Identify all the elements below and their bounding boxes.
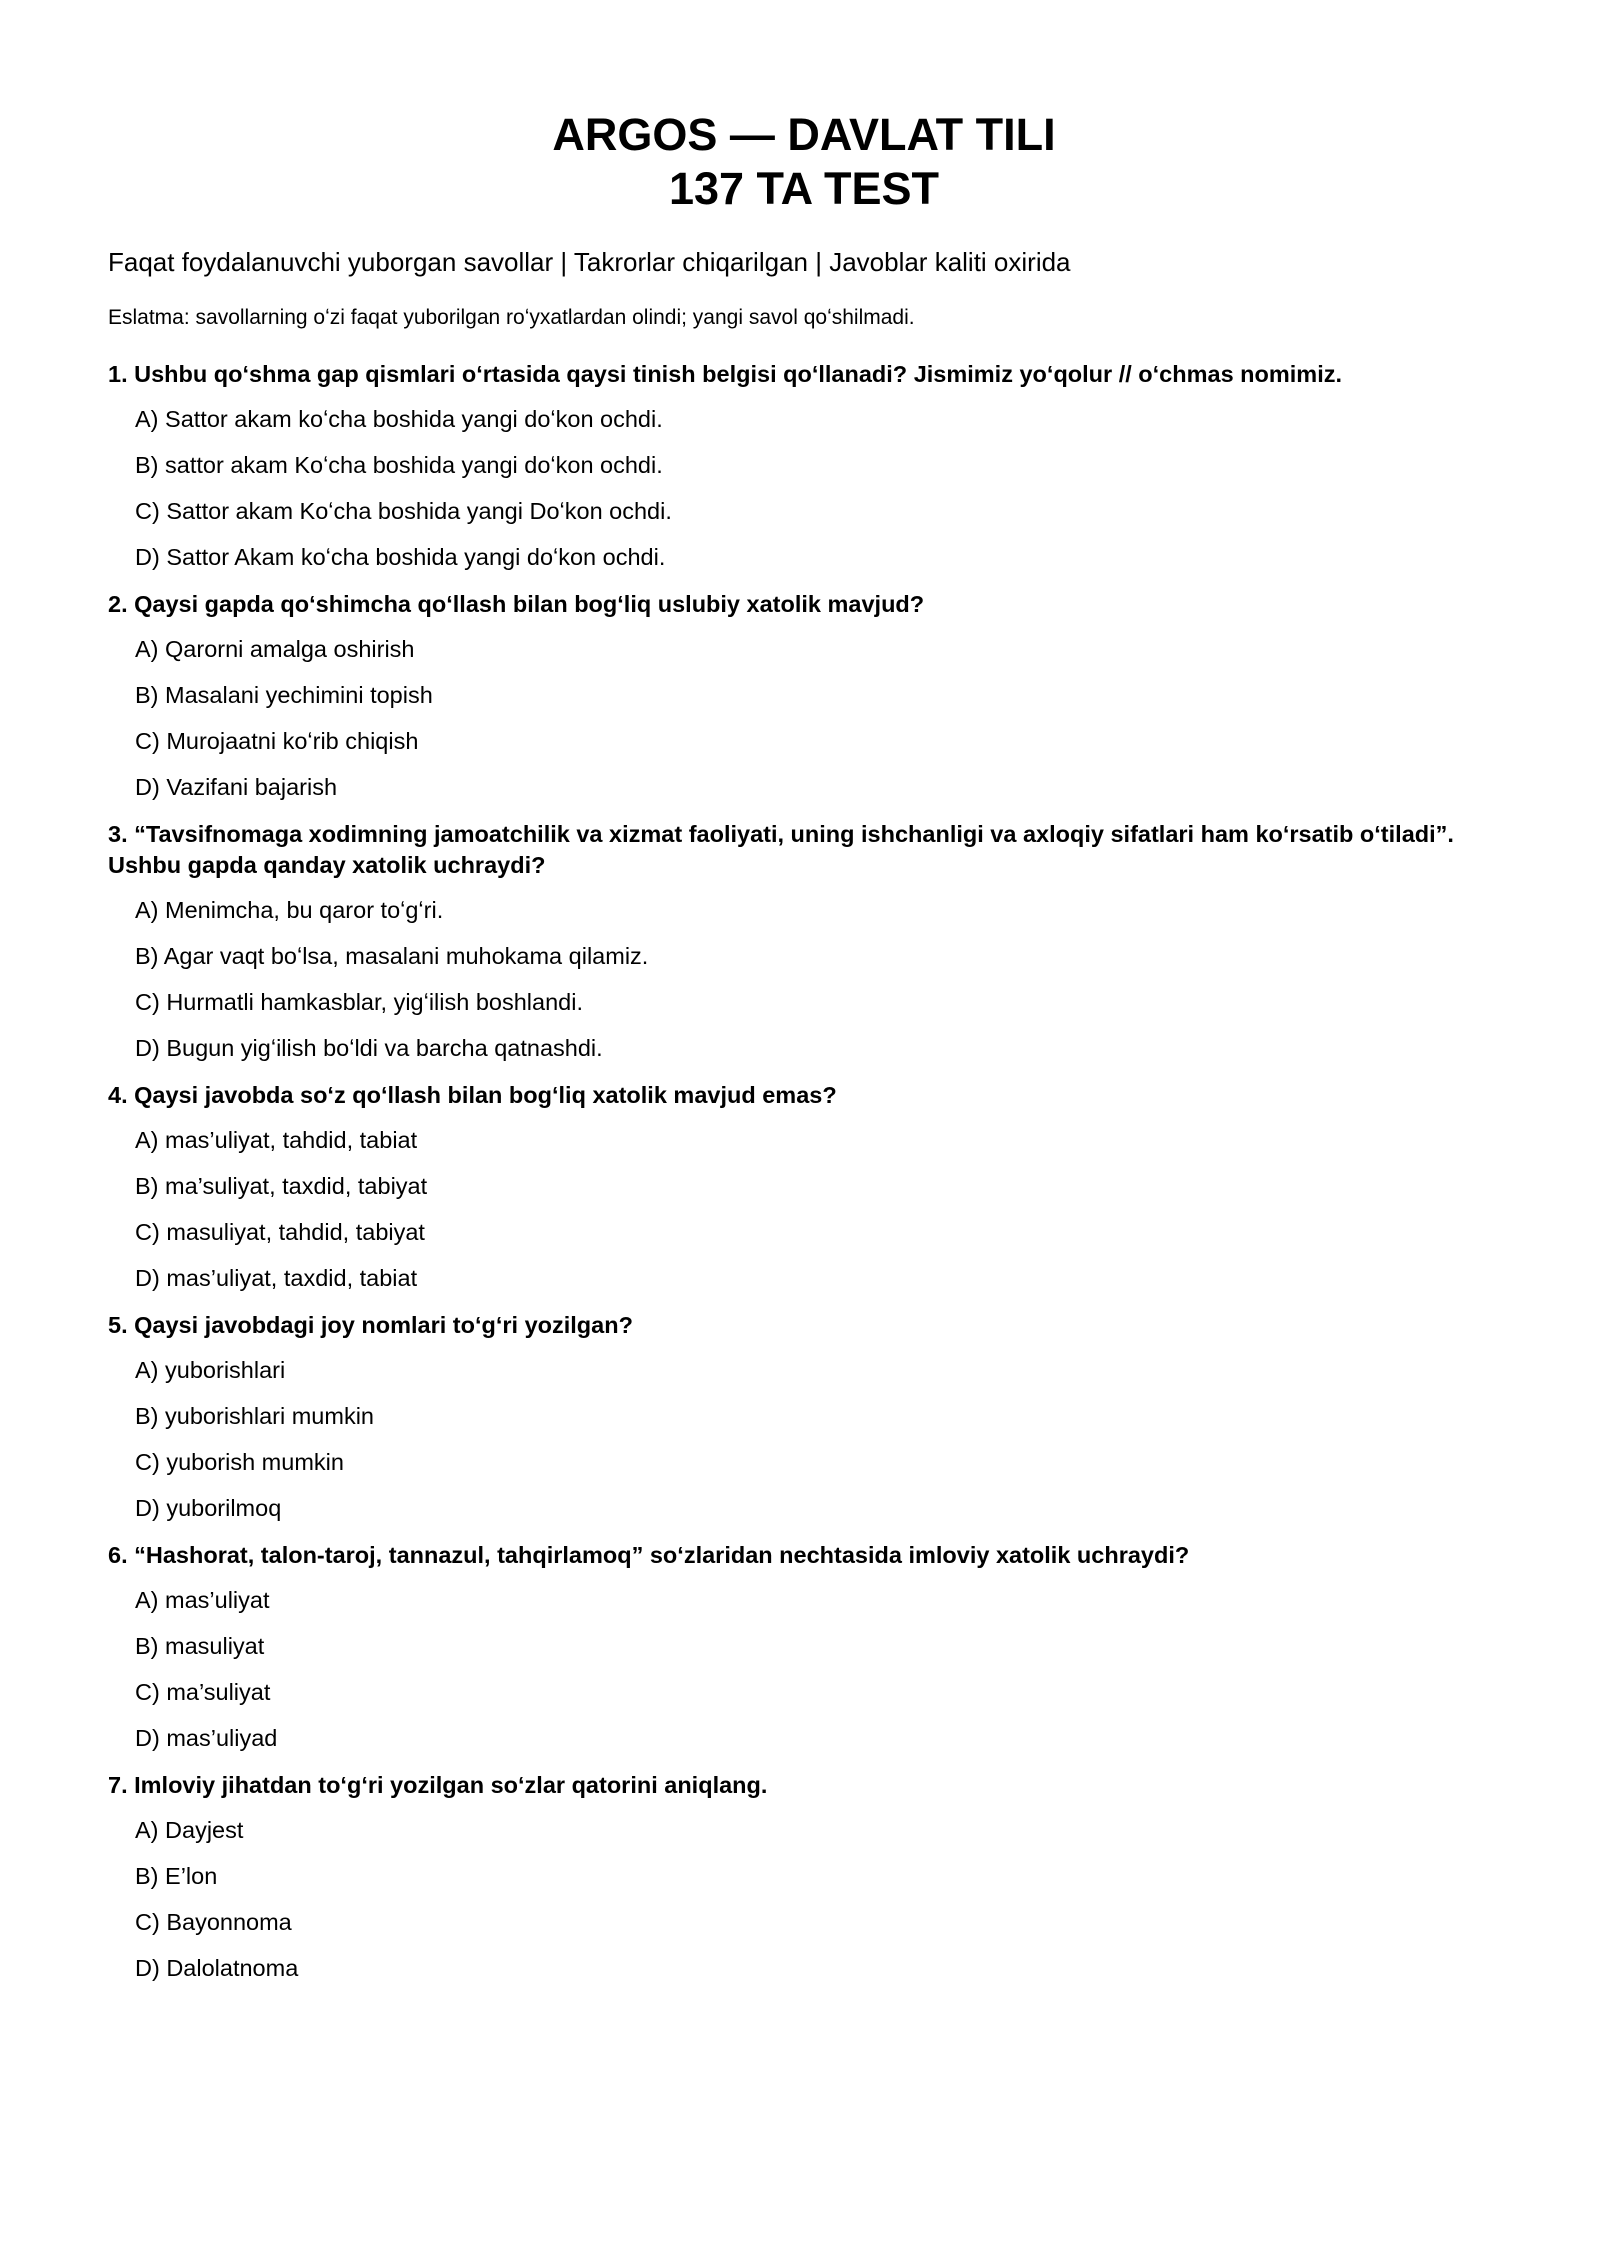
option-list — [108, 1126, 1500, 1292]
question-5 — [108, 1310, 1500, 1522]
document-note: Eslatma: savollarning oʻzi faqat yuborilgan roʻyxatlardan olindi; yangi savol qoʻshilmadi. — [108, 306, 915, 329]
option-a: A) Qarorni amalga oshirish — [135, 636, 415, 662]
question-text: 5. Qaysi javobdagi joy nomlari toʻgʻri yozilgan? — [108, 1312, 633, 1338]
option-list — [108, 1586, 1500, 1752]
option-b: B) Masalani yechimini topish — [135, 682, 433, 708]
option-a: A) mas’uliyat, tahdid, tabiat — [135, 1127, 418, 1153]
option-c: C) Hurmatli hamkasblar, yigʻilish boshlandi. — [135, 989, 583, 1015]
option-d: D) Dalolatnoma — [135, 1955, 299, 1981]
option-d: D) yuborilmoq — [135, 1495, 282, 1521]
option-d: D) mas’uliyat, taxdid, tabiat — [135, 1265, 418, 1291]
question-text: 2. Qaysi gapda qoʻshimcha qoʻllash bilan bogʻliq uslubiy xatolik mavjud? — [108, 591, 925, 617]
option-c: C) ma’suliyat — [135, 1679, 271, 1705]
option-c: C) yuborish mumkin — [135, 1449, 344, 1475]
question-4 — [108, 1080, 1500, 1292]
option-list — [108, 1816, 1500, 1982]
option-a: A) Dayjest — [135, 1817, 244, 1843]
document-subtitle: Faqat foydalanuvchi yuborgan savollar | Takrorlar chiqarilgan | Javoblar kaliti oxirida — [108, 247, 1071, 277]
question-6 — [108, 1540, 1500, 1752]
question-2 — [108, 589, 1500, 801]
option-c: C) Murojaatni koʻrib chiqish — [135, 728, 419, 754]
option-list — [108, 635, 1500, 801]
question-text: 6. “Hashorat, talon-taroj, tannazul, tahqirlamoq” soʻzlaridan nechtasida imloviy xatolik uchraydi? — [108, 1542, 1190, 1568]
option-d: D) Bugun yigʻilish boʻldi va barcha qatnashdi. — [135, 1035, 603, 1061]
option-d: D) Sattor Akam koʻcha boshida yangi doʻkon ochdi. — [135, 544, 666, 570]
title-line-1: ARGOS — DAVLAT TILI — [552, 109, 1056, 160]
question-7 — [108, 1770, 1500, 1982]
question-text: 4. Qaysi javobda soʻz qoʻllash bilan bogʻliq xatolik mavjud emas? — [108, 1082, 837, 1108]
option-a: A) mas’uliyat — [135, 1587, 270, 1613]
option-a: A) yuborishlari — [135, 1357, 286, 1383]
option-b: B) yuborishlari mumkin — [135, 1403, 374, 1429]
question-text: 1. Ushbu qoʻshma gap qismlari oʻrtasida qaysi tinish belgisi qoʻllanadi? Jismimiz yoʻqolur // oʻchmas nomimiz. — [108, 361, 1343, 387]
option-list — [108, 1356, 1500, 1522]
option-c: C) masuliyat, tahdid, tabiyat — [135, 1219, 425, 1245]
question-text: 7. Imloviy jihatdan toʻgʻri yozilgan soʻzlar qatorini aniqlang. — [108, 1772, 768, 1798]
option-b: B) Agar vaqt boʻlsa, masalani muhokama qilamiz. — [135, 943, 649, 969]
question-1 — [108, 359, 1500, 571]
question-list — [108, 359, 1500, 1982]
question-text: 3. “Tavsifnomaga xodimning jamoatchilik va xizmat faoliyati, uning ishchanligi va axloqiy sifatlari ham koʻrsatib oʻtiladi”. Ushbu gapda qanday xatolik uchraydi? — [108, 821, 1454, 878]
option-c: C) Sattor akam Koʻcha boshida yangi Doʻkon ochdi. — [135, 498, 672, 524]
option-list — [108, 405, 1500, 571]
option-a: A) Sattor akam koʻcha boshida yangi doʻkon ochdi. — [135, 406, 663, 432]
option-b: B) sattor akam Koʻcha boshida yangi doʻkon ochdi. — [135, 452, 663, 478]
option-list — [108, 896, 1500, 1062]
option-a: A) Menimcha, bu qaror toʻgʻri. — [135, 897, 444, 923]
title-line-2: 137 TA TEST — [668, 163, 940, 214]
question-3 — [108, 819, 1500, 1062]
option-b: B) masuliyat — [135, 1633, 265, 1659]
option-b: B) E’lon — [135, 1863, 218, 1889]
option-d: D) mas’uliyad — [135, 1725, 278, 1751]
option-c: C) Bayonnoma — [135, 1909, 292, 1935]
option-d: D) Vazifani bajarish — [135, 774, 338, 800]
document-title — [108, 108, 1500, 216]
option-b: B) ma’suliyat, taxdid, tabiyat — [135, 1173, 428, 1199]
